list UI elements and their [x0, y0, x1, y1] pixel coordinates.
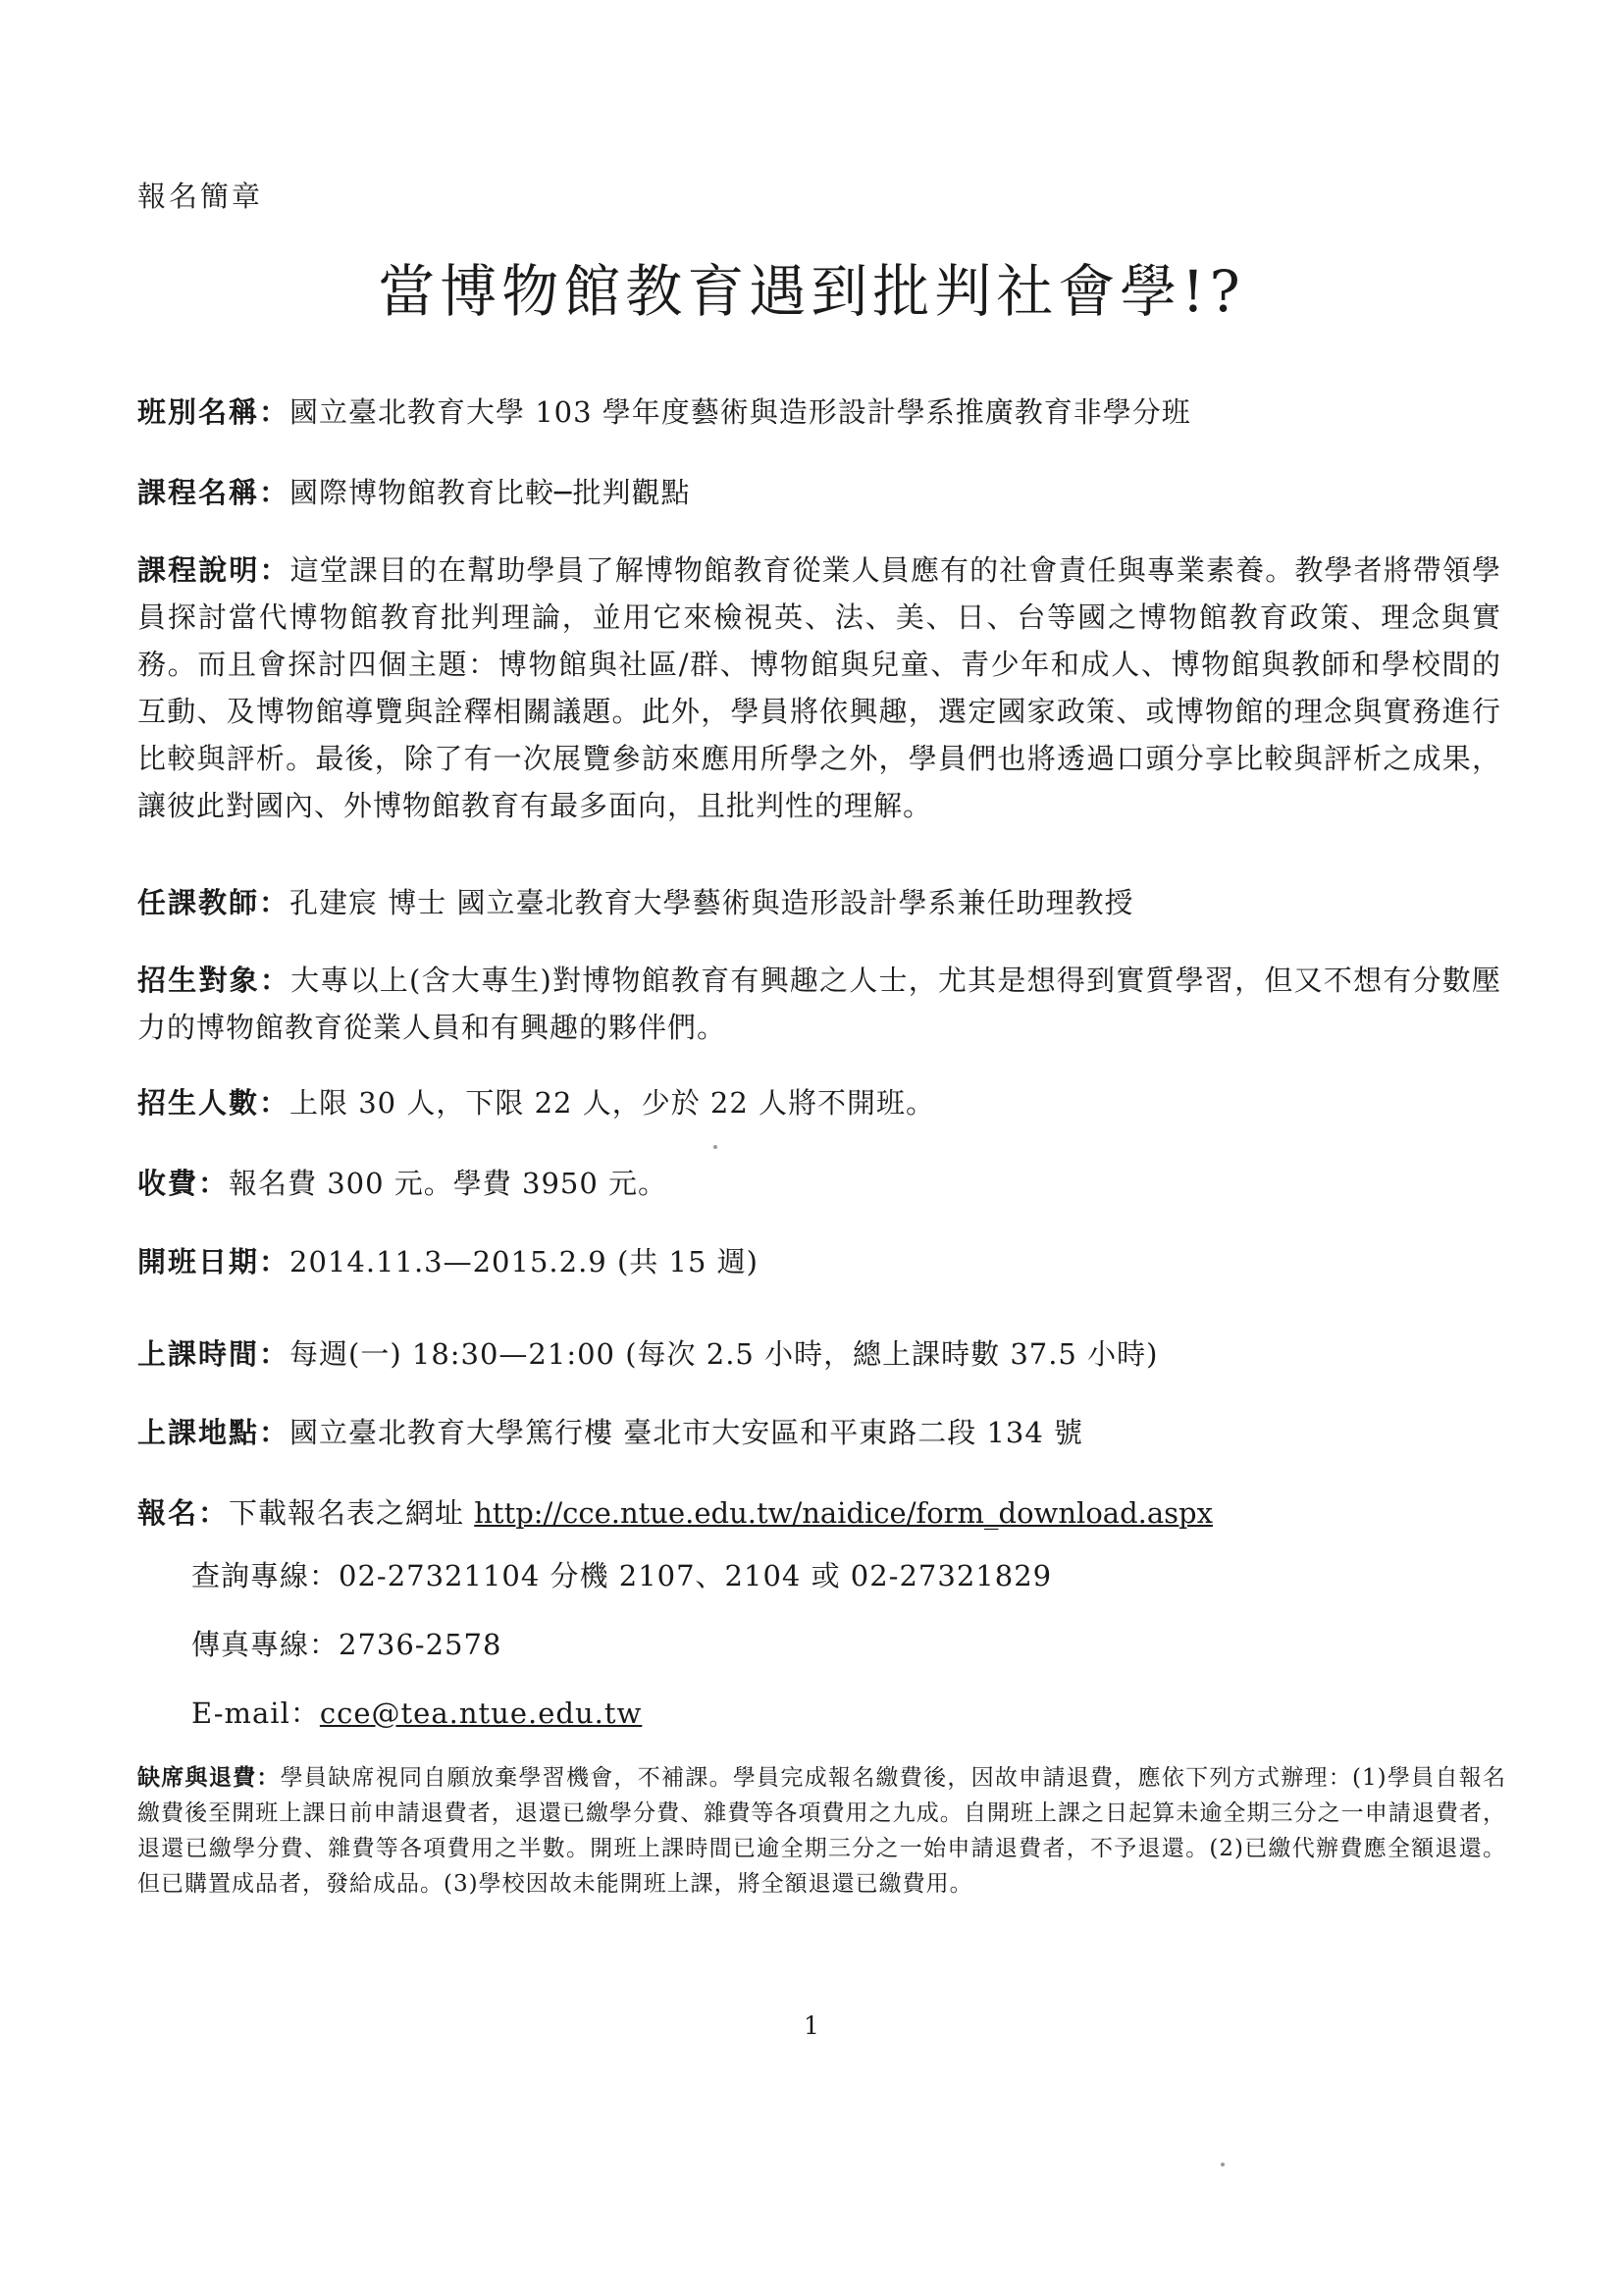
- course-name-key: 課程名稱：: [137, 476, 290, 509]
- email-contact: [191, 1692, 642, 1732]
- class-dates-key: 開班日期：: [137, 1245, 290, 1278]
- registration-field: [137, 1489, 1501, 1537]
- class-name-value: 國立臺北教育大學 103 學年度藝術與造形設計學系推廣教育非學分班: [289, 395, 1191, 429]
- phone-contact: 查詢專線：02-27321104 分機 2107、2104 或 02-27321829: [191, 1559, 1053, 1592]
- class-schedule-value: 每週(一) 18:30—21:00 (每次 2.5 小時，總上課時數 37.5 小時): [289, 1337, 1159, 1371]
- registration-key: 報名：: [137, 1496, 230, 1530]
- email-label: E-mail：: [191, 1696, 320, 1730]
- fee-value: 報名費 300 元。學費 3950 元。: [229, 1167, 668, 1200]
- class-schedule-field: [137, 1331, 1501, 1378]
- instructor-value: 孔建宸 博士 國立臺北教育大學藝術與造形設計學系兼任助理教授: [289, 886, 1134, 919]
- registration-prefix: 下載報名表之網址: [229, 1496, 475, 1530]
- course-description-field: [137, 547, 1501, 829]
- instructor-field: [137, 879, 1501, 926]
- class-schedule-key: 上課時間：: [137, 1337, 290, 1371]
- absence-refund-policy: [137, 1760, 1506, 1902]
- fee-field: [137, 1160, 1501, 1207]
- enrollment-field: [137, 1079, 1501, 1126]
- target-audience-key: 招生對象：: [137, 964, 291, 997]
- document-label: 報名簡章: [137, 180, 264, 213]
- course-name-value: 國際博物館教育比較─批判觀點: [289, 476, 691, 509]
- enrollment-value: 上限 30 人，下限 22 人，少於 22 人將不開班。: [289, 1086, 936, 1120]
- email-link[interactable]: cce@tea.ntue.edu.tw: [319, 1696, 643, 1730]
- target-audience-field: [137, 957, 1501, 1051]
- class-dates-value: 2014.11.3—2015.2.9 (共 15 週): [289, 1245, 759, 1278]
- target-audience-value: 大專以上(含大專生)對博物館教育有興趣之人士，尤其是想得到實質學習，但又不想有分數壓力的博物館教育從業人員和有興趣的夥伴們。: [137, 964, 1501, 1044]
- fax-contact: 傳真專線：2736-2578: [191, 1628, 502, 1661]
- class-dates-field: [137, 1238, 1501, 1285]
- refund-policy-key: 缺席與退費：: [137, 1765, 281, 1791]
- page-number: 1: [804, 2011, 819, 2040]
- course-description-key: 課程說明：: [137, 553, 290, 587]
- document-title: 當博物館教育遇到批判社會學!?: [378, 258, 1245, 325]
- class-name-field: [137, 389, 1501, 436]
- registration-form-link[interactable]: http://cce.ntue.edu.tw/naidice/form_download.aspx: [474, 1496, 1213, 1530]
- class-location-key: 上課地點：: [137, 1416, 290, 1449]
- course-name-field: [137, 469, 1501, 516]
- scan-speck: [1221, 2163, 1225, 2166]
- class-name-key: 班別名稱：: [137, 395, 290, 429]
- instructor-key: 任課教師：: [137, 886, 290, 919]
- class-location-value: 國立臺北教育大學篤行樓 臺北市大安區和平東路二段 134 號: [289, 1416, 1084, 1449]
- scan-speck: [713, 1145, 717, 1149]
- fee-key: 收費：: [137, 1167, 230, 1200]
- course-description-value: 這堂課目的在幫助學員了解博物館教育從業人員應有的社會責任與專業素養。教學者將帶領學員探討當代博物館教育批判理論，並用它來檢視英、法、美、日、台等國之博物館教育政策、理念與實務。而且會探討四個主題：博物館與社區/群、博物館與兒童、青少年和成人、博物館與教師和學校間的互動、及博物館導覽與詮釋相關議題。此外，學員將依興趣，選定國家政策、或博物館的理念與實務進行比較與評析。最後，除了有一次展覽參訪來應用所學之外，學員們也將透過口頭分享比較與評析之成果，讓彼此對國內、外博物館教育有最多面向，且批判性的理解。: [137, 553, 1501, 822]
- refund-policy-value: 學員缺席視同自願放棄學習機會，不補課。學員完成報名繳費後，因故申請退費，應依下列方式辦理：(1)學員自報名繳費後至開班上課日前申請退費者，退還已繳學分費、雜費等各項費用之九成。自開班上課之日起算未逾全期三分之一申請退費者，退還已繳學分費、雜費等各項費用之半數。開班上課時間已逾全期三分之一始申請退費者，不予退還。(2)已繳代辦費應全額退還。但已購置成品者，發給成品。(3)學校因故未能開班上課，將全額退還已繳費用。: [137, 1765, 1506, 1897]
- enrollment-key: 招生人數：: [137, 1086, 290, 1120]
- class-location-field: [137, 1409, 1501, 1456]
